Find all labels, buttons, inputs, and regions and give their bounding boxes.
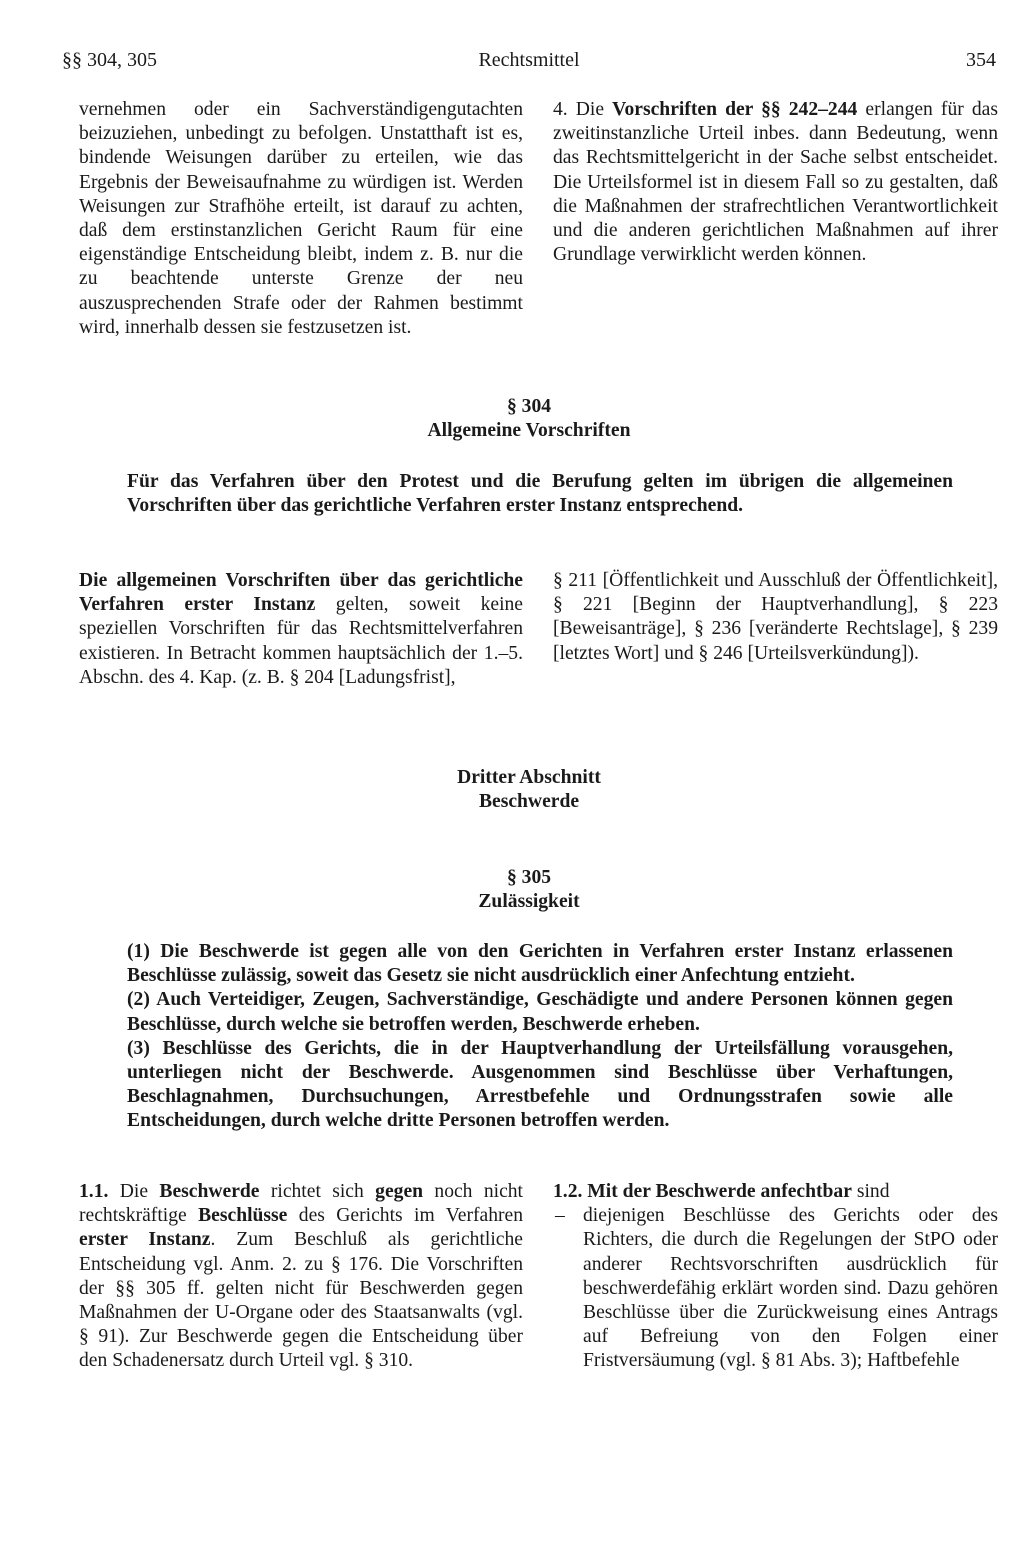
- bold-phrase: gegen: [375, 1181, 424, 1202]
- commentary-paragraph: § 211 [Öffentlichkeit und Ausschluß der Öffentlichkeit], § 221 [Beginn der Hauptverhandlung], § 223 [Beweisanträge], § 236 [veränderte Rechtslage], § 239 [letztes Wort] und § 246 [Urteilsverkündung]).: [553, 570, 998, 664]
- section-305-commentary-left: [79, 1180, 523, 1374]
- norm-paragraph-2: (2) Auch Verteidiger, Zeugen, Sachverständige, Geschädigte und andere Personen können gegen Beschlüsse, durch welche sie betroffen werden, Beschwerde erheben.: [127, 989, 953, 1035]
- paragraph-text: erlangen für das zweitinstanzliche Urteil inbes. dann Bedeutung, wenn das Rechtsmittelgericht in der Sache selbst entscheidet. Die Urteilsformel ist in diesem Fall so zu gestalten, daß die Maßnahmen der strafrechtlichen Verantwortlichkeit und die anderen gerichtlichen Maßnahmen auf ihrer Grundlage verwirklicht werden können.: [553, 99, 998, 266]
- section-304-heading: [62, 395, 996, 443]
- section-number: § 305: [506, 867, 552, 888]
- commentary-paragraph: [79, 569, 523, 690]
- commentary-paragraph-1-1: [79, 1180, 523, 1374]
- bold-phrase: Die allgemeinen Vorschriften über das gerichtliche Verfahren erster Instanz: [79, 570, 523, 616]
- bold-phrase: 1.2. Mit der Beschwerde anfechtbar: [553, 1181, 852, 1202]
- top-right-commentary: [553, 98, 998, 267]
- section-304-commentary-left: [79, 569, 523, 690]
- paragraph-text: des Gerichts im Verfahren: [287, 1205, 524, 1227]
- commentary-heading-1-2: [553, 1180, 998, 1204]
- section-305-commentary-right: [553, 1180, 998, 1374]
- section-305-heading: [62, 866, 996, 914]
- bold-phrase: Beschlüsse: [198, 1205, 288, 1227]
- top-left-commentary: [79, 98, 523, 340]
- section-304-commentary-right: [553, 569, 998, 666]
- header-section-ref: §§ 304, 305: [62, 49, 157, 71]
- norm-paragraph-1: (1) Die Beschwerde ist gegen alle von den Gerichten in Verfahren erster Instanz erlassenen Beschlüsse zulässig, soweit das Gesetz sie nicht ausdrücklich einer Anfechtung entzieht.: [127, 941, 953, 987]
- bold-phrase: Vorschriften der §§ 242–244: [612, 99, 858, 120]
- dash-list: [553, 1204, 998, 1373]
- paragraph-number: 4. Die: [553, 99, 613, 120]
- paragraph-number: 1.1.: [79, 1181, 109, 1202]
- section-title: Zulässigkeit: [478, 891, 580, 912]
- norm-paragraph-3: (3) Beschlüsse des Gerichts, die in der Hauptverhandlung der Urteilsfällung vorausgehen, unterliegen nicht der Beschwerde. Ausgenommen sind Beschlüsse über Verhaftungen, Beschlagnahmen, Durchsuchungen, Arrestbefehle und Ordnungsstrafen sowie alle Entscheidungen, durch welche dritte Personen betroffen werden.: [127, 1037, 953, 1132]
- paragraph-text: gelten, soweit keine speziellen Vorschriften für das Rechtsmittelverfahren existieren. In Betracht kommen hauptsächlich der 1.–5. Abschn. des 4. Kap. (z. B. § 204 [Ladungsfrist],: [79, 594, 524, 688]
- header-title: Rechtsmittel: [478, 49, 580, 71]
- commentary-paragraph-4: [553, 98, 998, 267]
- paragraph-text: Die: [108, 1181, 160, 1202]
- norm-paragraph: Für das Verfahren über den Protest und die Berufung gelten im übrigen die allgemeinen Vorschriften über das gerichtliche Verfahren erster Instanz entsprechend.: [127, 471, 953, 517]
- chapter-heading: [62, 766, 996, 814]
- chapter-title: Dritter Abschnitt: [457, 767, 601, 788]
- page-number: 354: [966, 49, 996, 71]
- running-header: [62, 48, 996, 74]
- section-304-norm-text: [127, 470, 953, 518]
- paragraph-text: richtet sich: [259, 1181, 376, 1202]
- paragraph-text: noch nicht rechtskräftige: [79, 1181, 524, 1227]
- section-number: § 304: [506, 396, 552, 417]
- paragraph-text: . Zum Beschluß als gerichtliche Entscheidung vgl. Anm. 2. zu § 176. Die Vorschriften der §§ 305 ff. gelten nicht für Beschwerden gegen Maßnahmen der U-Organe oder des Staatsanwalts (vgl. § 91). Zur Beschwerde gegen die Entscheidung über den Schadenersatz durch Urteil vgl. § 310.: [79, 1229, 523, 1372]
- bold-phrase: Beschwerde: [159, 1181, 260, 1202]
- commentary-paragraph: vernehmen oder ein Sachverständigengutachten beizuziehen, unbedingt zu befolgen. Unstatthaft ist es, bindende Weisungen darüber zu erteilen, wie das Ergebnis der Beweisaufnahme zu würdigen ist. Werden Weisungen zur Strafhöhe erteilt, ist darauf zu achten, daß dem erstinstanzlichen Gericht Raum für eine eigenständige Entscheidung bleibt, indem z. B. nur die zu beachtende unterste Grenze der neu auszusprechenden Strafe oder der Rahmen bestimmt wird, innerhalb dessen sie festzusetzen ist.: [79, 99, 523, 338]
- list-item: – diejenigen Beschlüsse des Gerichts oder des Richters, die durch die Regelungen der StPO oder anderer Rechtsvorschriften ausdrücklich für beschwerdefähig erklärt worden sind. Dazu gehören Beschlüsse über die Zurückweisung eines Antrags auf Befreiung von den Folgen einer Fristversäumung (vgl. § 81 Abs. 3); Haftbefehle: [553, 1204, 998, 1373]
- paragraph-text: sind: [851, 1181, 890, 1202]
- bold-phrase: erster Instanz: [79, 1229, 211, 1251]
- chapter-subtitle: Beschwerde: [478, 791, 580, 812]
- section-305-norm-text: [127, 940, 953, 1134]
- section-title: Allgemeine Vorschriften: [427, 420, 631, 441]
